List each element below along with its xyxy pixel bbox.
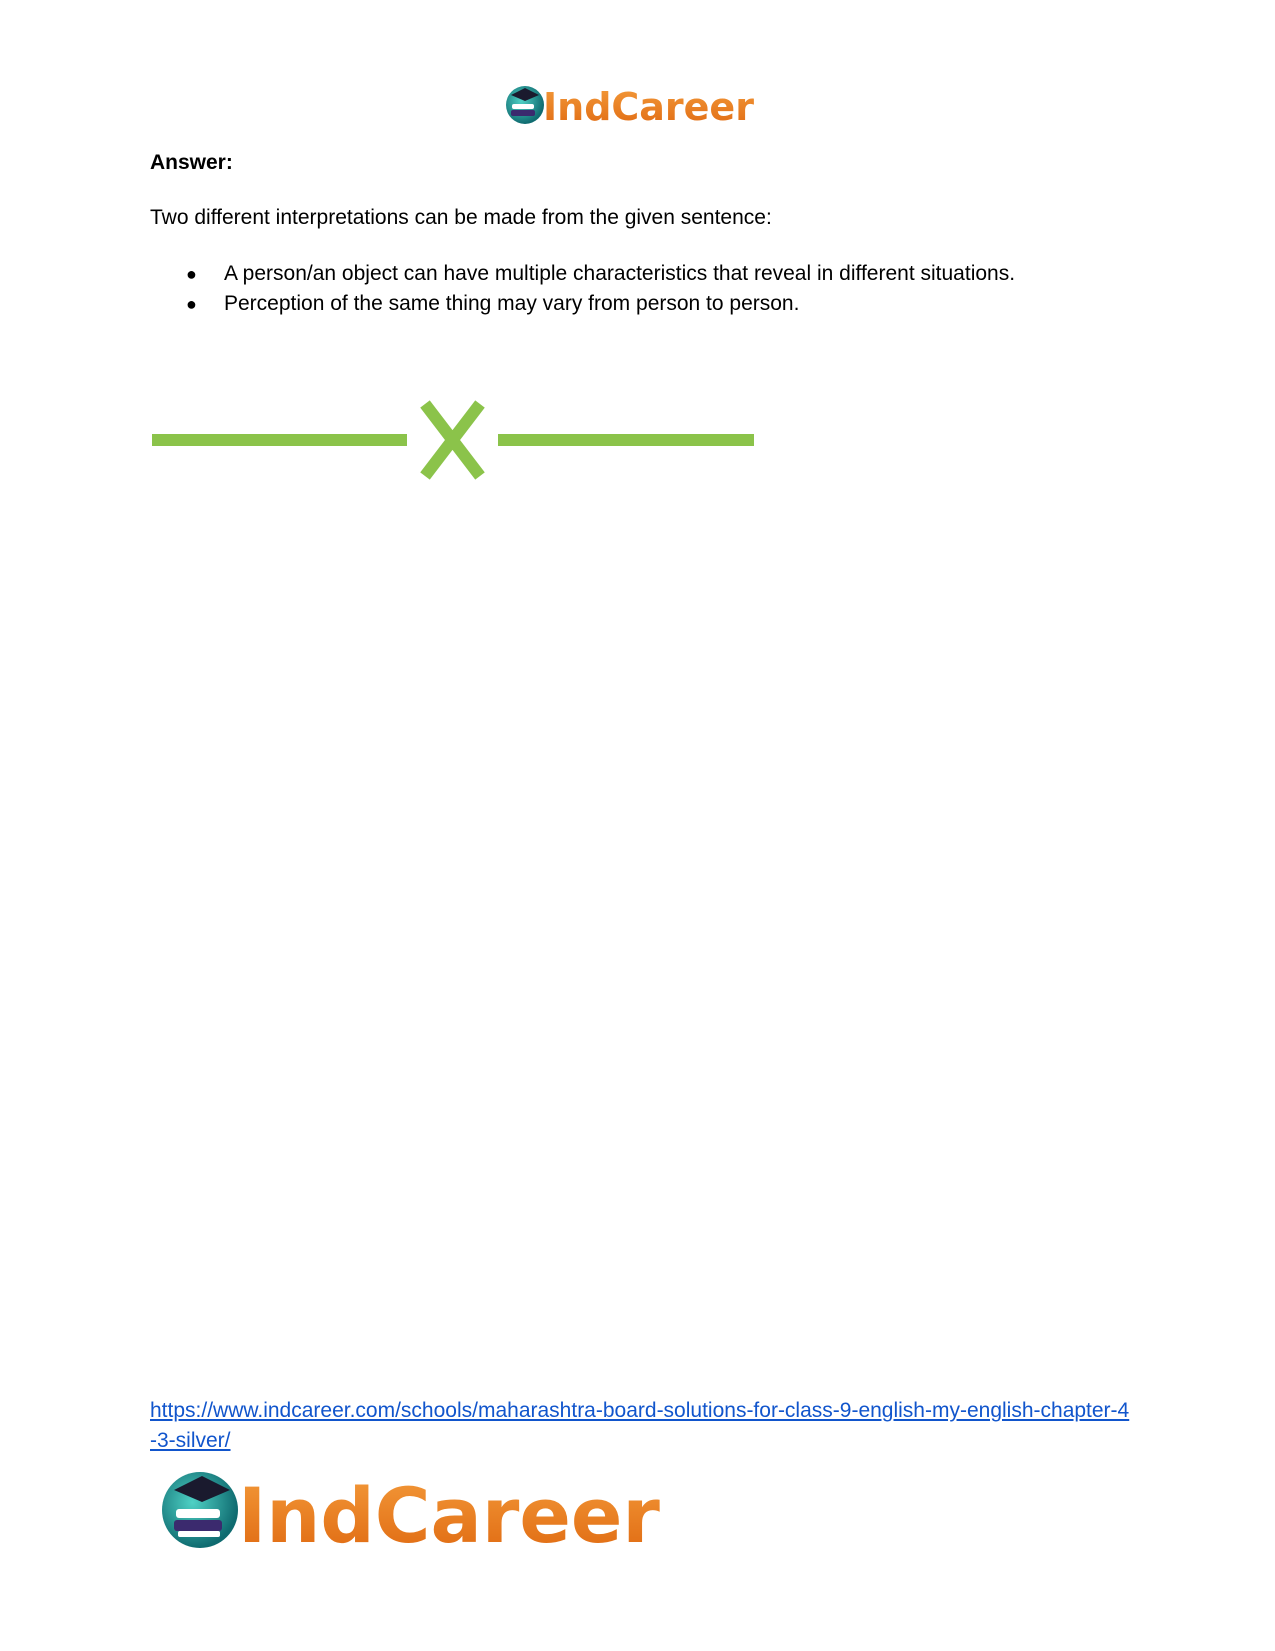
list-item-text: A person/an object can have multiple characteristics that reveal in different situations. <box>224 262 1016 285</box>
source-url-link[interactable]: https://www.indcareer.com/schools/maharashtra-board-solutions-for-class-9-english-my-english-chapter-4-3-silver/ <box>150 1399 1130 1452</box>
divider-left-line <box>152 434 407 446</box>
section-divider <box>150 400 760 482</box>
list-item-text: Perception of the same thing may vary from person to person. <box>224 292 800 315</box>
intro-paragraph: Two different interpretations can be made from the given sentence: <box>150 206 772 229</box>
divider-right-line <box>498 434 754 446</box>
interpretations-list <box>150 259 1015 319</box>
footer-logo-text: IndCareer <box>238 1471 660 1555</box>
indcareer-logo-header <box>503 80 773 130</box>
bullet-icon: ● <box>186 294 197 314</box>
list-item <box>150 259 1015 289</box>
cross-icon <box>425 404 480 476</box>
list-item <box>150 289 1015 319</box>
bullet-icon: ● <box>186 264 197 284</box>
indcareer-logo-footer <box>160 1465 700 1555</box>
book-globe-icon <box>506 86 544 124</box>
header-logo-text: IndCareer <box>543 85 754 129</box>
answer-heading: Answer: <box>150 151 233 174</box>
book-globe-icon <box>162 1472 238 1548</box>
